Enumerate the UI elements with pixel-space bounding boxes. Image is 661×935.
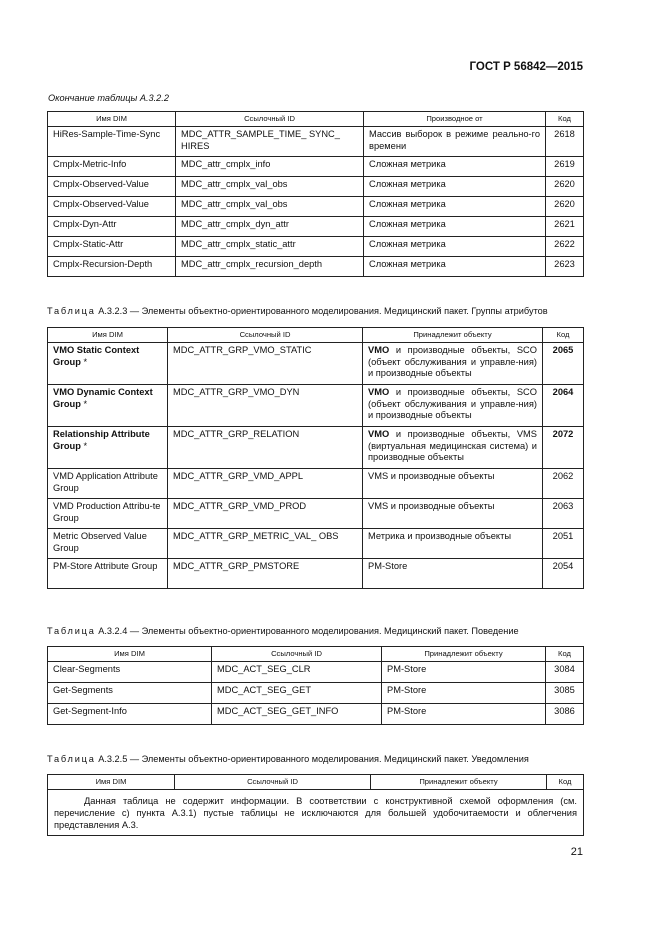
col-header: Имя DIM [48,775,175,790]
table-row [48,704,584,725]
table-body [48,343,584,589]
table-cell: MDC_ATTR_GRP_VMO_STATIC [168,343,363,385]
table-body [48,662,584,725]
table-cell: MDC_ATTR_GRP_PMSTORE [168,559,363,589]
caption-text: А.3.2.5 — Элементы объектно-ориентированного моделирования. Медицинский пакет. Уведомления [98,754,529,764]
table-cell: PM-Store [382,683,546,704]
table-row [48,197,584,217]
table-cell: 2621 [546,217,584,237]
table-row [48,427,584,469]
table-cell: 3085 [546,683,584,704]
object-cell [363,559,543,589]
table-row [48,683,584,704]
col-header: Код [546,112,584,127]
object-cell [363,469,543,499]
dim-name-cell [48,469,168,499]
table-cell: Cmplx-Static-Attr [48,237,176,257]
table-row [48,385,584,427]
col-header: Принадлежит объекту [382,647,546,662]
table-cell: MDC_ACT_SEG_GET [212,683,382,704]
col-header: Код [546,647,584,662]
object-text: и производные объекты, SCO (объект обслуживания и управле-ния) и производные объекты [368,345,537,378]
object-cell [363,499,543,529]
table-cell: Clear-Segments [48,662,212,683]
object-cell [363,343,543,385]
table-cell: 2065 [543,343,584,385]
table-cell: 2062 [543,469,584,499]
table-cell: Get-Segments [48,683,212,704]
object-bold: VMO [368,429,390,439]
col-header: Имя DIM [48,647,212,662]
table-cell: MDC_ATTR_GRP_VMD_PROD [168,499,363,529]
table-cell: Сложная метрика [364,157,546,177]
table-caption: Окончание таблицы А.3.2.2 [48,93,169,103]
dim-name: VMO Dynamic Context Group [53,387,153,409]
table-body [48,127,584,277]
object-text: Метрика и производные объекты [368,531,512,541]
col-header: Ссылочный ID [176,112,364,127]
table-row [48,237,584,257]
dim-name-cell [48,499,168,529]
caption-text: А.3.2.4 — Элементы объектно-ориентированного моделирования. Медицинский пакет. Поведение [98,626,519,636]
caption-word: Таблица [47,626,96,636]
object-bold: VMO [368,345,390,355]
table-cell: Сложная метрика [364,217,546,237]
table-caption [47,754,529,764]
caption-word: Таблица [47,306,96,316]
footnote-mark: * [80,356,88,367]
table-row [48,469,584,499]
object-cell [363,385,543,427]
table-cell: Get-Segment-Info [48,704,212,725]
table-cell: MDC_ATTR_GRP_VMD_APPL [168,469,363,499]
object-text: VMS и производные объекты [368,501,495,511]
table-cell: MDC_ACT_SEG_GET_INFO [212,704,382,725]
table-cell: 2072 [543,427,584,469]
table-cell: MDC_attr_cmplx_dyn_attr [176,217,364,237]
table-cell: 3086 [546,704,584,725]
table-cell: Сложная метрика [364,237,546,257]
footnote-mark: * [80,398,88,409]
table-cell: MDC_attr_cmplx_info [176,157,364,177]
col-header: Код [547,775,584,790]
table-cell: Cmplx-Observed-Value [48,197,176,217]
table-caption [47,626,519,636]
table-cell: Сложная метрика [364,197,546,217]
table-cell: 2054 [543,559,584,589]
table-cell: MDC_attr_cmplx_static_attr [176,237,364,257]
object-text: VMS и производные объекты [368,471,495,481]
dim-name-cell [48,559,168,589]
table-cell: MDC_ACT_SEG_CLR [212,662,382,683]
table-cell: 3084 [546,662,584,683]
table-cell: 2620 [546,177,584,197]
table-caption [47,306,548,316]
col-header: Код [543,328,584,343]
col-header: Ссылочный ID [175,775,371,790]
table-cell: MDC_attr_cmplx_val_obs [176,177,364,197]
col-header: Производное от [364,112,546,127]
dim-name: VMD Application Attribute Group [53,471,158,493]
dim-name: Relationship Attribute Group [53,429,150,451]
col-header: Ссылочный ID [168,328,363,343]
caption-word: Таблица [47,754,96,764]
table-cell: HiRes-Sample-Time-Sync [48,127,176,157]
table-cell: MDC_ATTR_GRP_VMO_DYN [168,385,363,427]
object-text: PM-Store [368,561,408,571]
table-a325 [47,774,584,836]
table-cell: Cmplx-Recursion-Depth [48,257,176,277]
dim-name: PM-Store Attribute Group [53,561,158,571]
table-cell: 2622 [546,237,584,257]
dim-name: VMO Static Context Group [53,345,140,367]
table-cell: MDC_ATTR_GRP_METRIC_VAL_ OBS [168,529,363,559]
col-header: Принадлежит объекту [371,775,547,790]
col-header: Ссылочный ID [212,647,382,662]
col-header: Имя DIM [48,112,176,127]
table-cell: 2063 [543,499,584,529]
table-row [48,343,584,385]
table-row [48,127,584,157]
caption-text: А.3.2.3 — Элементы объектно-ориентированного моделирования. Медицинский пакет. Группы атрибутов [98,306,548,316]
table-cell: MDC_ATTR_SAMPLE_TIME_ SYNC_ HIRES [176,127,364,157]
page-number: 21 [570,846,583,858]
dim-name-cell [48,427,168,469]
table-row [48,257,584,277]
table-cell: 2620 [546,197,584,217]
table-cell: 2051 [543,529,584,559]
table-a324 [47,646,584,725]
table-cell: MDC_attr_cmplx_recursion_depth [176,257,364,277]
dim-name-cell [48,343,168,385]
col-header: Имя DIM [48,328,168,343]
dim-name-cell [48,385,168,427]
table-cell: PM-Store [382,662,546,683]
table-cell: Cmplx-Observed-Value [48,177,176,197]
table-row [48,559,584,589]
footnote-mark: * [80,440,88,451]
table-cell: 2619 [546,157,584,177]
table-cell: Сложная метрика [364,257,546,277]
table-cell: PM-Store [382,704,546,725]
table-cell: Cmplx-Dyn-Attr [48,217,176,237]
table-row [48,662,584,683]
object-cell [363,529,543,559]
table-cell: Cmplx-Metric-Info [48,157,176,177]
document-header: ГОСТ Р 56842—2015 [469,61,583,73]
object-text: и производные объекты, VMS (виртуальная медицинская система) и производные объекты [368,429,537,462]
table-a323 [47,327,584,589]
table-cell: 2623 [546,257,584,277]
col-header: Принадлежит объекту [363,328,543,343]
table-cell: MDC_attr_cmplx_val_obs [176,197,364,217]
object-cell [363,427,543,469]
table-row [48,499,584,529]
table-row [48,157,584,177]
table-cell: Сложная метрика [364,177,546,197]
dim-name: VMD Production Attribu-te Group [53,501,161,523]
table-row [48,529,584,559]
object-text: и производные объекты, SCO (объект обслуживания и управле-ния) и производные объекты [368,387,537,420]
dim-name-cell [48,529,168,559]
dim-name: Metric Observed Value Group [53,531,147,553]
object-bold: VMO [368,387,390,397]
table-cell: Массив выборок в режиме реально-го времени [364,127,546,157]
table-cell: MDC_ATTR_GRP_RELATION [168,427,363,469]
table-note: Данная таблица не содержит информации. В соответствии с конструктивной схемой оформления (см. перечисление с) пункта А.3.1) пустые таблицы не исключаются для большей удобочитаемости и облегчения представления А.3. [48,790,584,836]
table-row [48,177,584,197]
table-a322-end [47,111,584,277]
table-cell: 2064 [543,385,584,427]
table-row [48,217,584,237]
table-cell: 2618 [546,127,584,157]
